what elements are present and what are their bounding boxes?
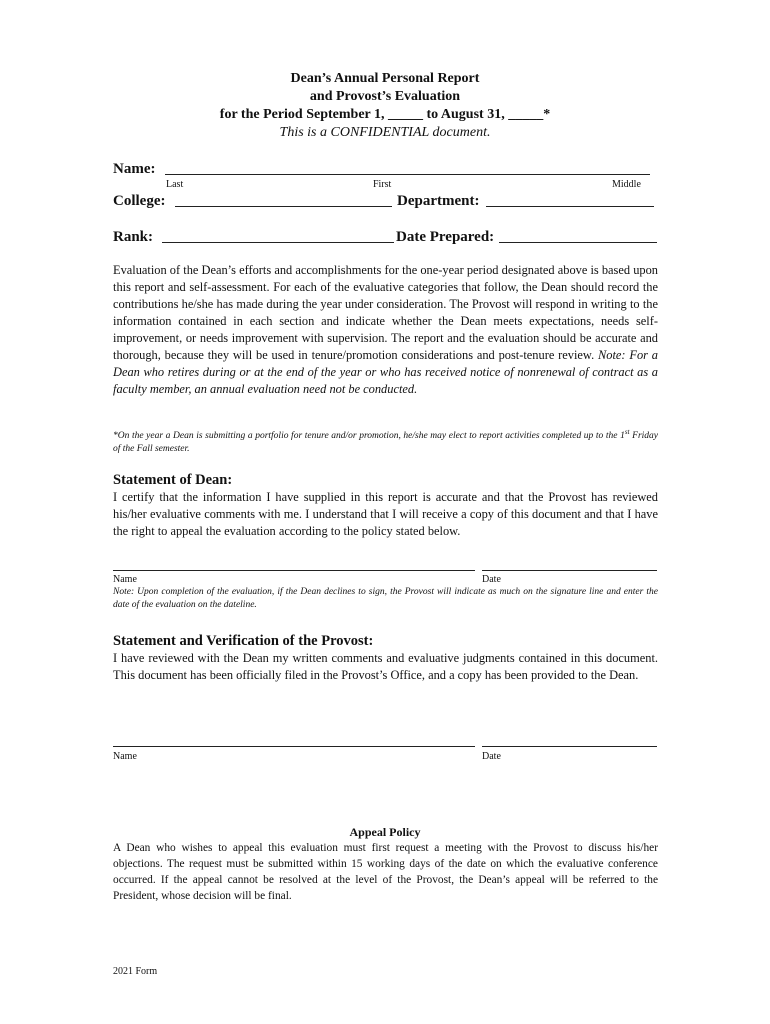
department-field[interactable] bbox=[486, 206, 654, 207]
report-subtitle: and Provost’s Evaluation bbox=[309, 89, 461, 104]
report-title: Dean’s Annual Personal Report bbox=[290, 71, 480, 86]
dean-date-line[interactable] bbox=[482, 570, 657, 571]
middle-name-caption: Middle bbox=[612, 179, 641, 190]
dean-signature-line[interactable] bbox=[113, 570, 475, 571]
name-field[interactable] bbox=[165, 174, 650, 175]
footnote-text: *On the year a Dean is submitting a portfolio for tenure and/or promotion, he/she may elect to report activities completed up to the 1 bbox=[113, 431, 625, 442]
dean-statement-text: I certify that the information I have supplied in this report is accurate and that the Provost has reviewed his/her evaluative comments with me. I understand that I will receive a copy of this document and that I have the right to appeal the evaluation according to the policy stated below. bbox=[113, 490, 658, 538]
period-footnote bbox=[113, 426, 658, 456]
dean-statement-heading: Statement of Dean: bbox=[113, 472, 233, 488]
provost-signature-caption: Name bbox=[113, 751, 137, 762]
college-field[interactable] bbox=[175, 206, 392, 207]
report-period: for the Period September 1, _____ to August 31, _____* bbox=[219, 107, 551, 122]
last-name-caption: Last bbox=[166, 179, 184, 190]
provost-date-caption: Date bbox=[482, 751, 501, 762]
date-prepared-field[interactable] bbox=[499, 242, 657, 243]
name-label: Name: bbox=[113, 161, 156, 177]
intro-text: Evaluation of the Dean’s efforts and accomplishments for the one-year period designated above is based upon this report and self-assessment. For each of the evaluative categories that follow, the Dean should record the contributions he/she has made during the year under consideration. The Provost will respond in writing to the information contained in each section and indicate whether the Dean meets expectations, needs self-improvement, or needs improvement with supervision. The report and the evaluation should be accurate and thorough, because they will be used in tenure/promotion considerations and post-tenure review. bbox=[113, 263, 658, 362]
rank-field[interactable] bbox=[162, 242, 394, 243]
intro-paragraph bbox=[113, 262, 658, 398]
appeal-policy-text: A Dean who wishes to appeal this evaluation must first request a meeting with the Provost to discuss his/her objections. The request must be submitted within 15 working days of the date on which the evaluative conference occurred. If the appeal cannot be resolved at the level of the Provost, the Dean’s appeal will be referred to the President, whose decision will be final. bbox=[113, 842, 658, 902]
department-label: Department: bbox=[397, 193, 480, 209]
intro-note: Note: For a Dean who retires during or at the end of the year or who has received notice of nonrenewal of contract as a faculty member, an annual evaluation need not be conducted. bbox=[113, 348, 658, 396]
provost-signature-line[interactable] bbox=[113, 746, 475, 747]
provost-statement-heading: Statement and Verification of the Provost: bbox=[113, 633, 374, 649]
provost-date-line[interactable] bbox=[482, 746, 657, 747]
dean-sign-note: Note: Upon completion of the evaluation, if the Dean declines to sign, the Provost will indicate as much on the signature line and enter the date of the evaluation on the dateline. bbox=[113, 587, 658, 610]
confidential-notice: This is a CONFIDENTIAL document. bbox=[279, 125, 491, 140]
footnote-text-end: Friday of the Fall semester. bbox=[113, 431, 658, 455]
rank-label: Rank: bbox=[113, 229, 154, 245]
dean-signature-caption: Name bbox=[113, 574, 137, 585]
appeal-policy-heading: Appeal Policy bbox=[349, 825, 421, 839]
dean-date-caption: Date bbox=[482, 574, 501, 585]
college-label: College: bbox=[113, 193, 166, 209]
form-year-label: 2021 Form bbox=[113, 966, 158, 977]
date-prepared-label: Date Prepared: bbox=[396, 229, 495, 245]
provost-statement-text: I have reviewed with the Dean my written comments and evaluative judgments contained in this document. This document has been officially filed in the Provost’s Office, and a copy has been provided to the Dean. bbox=[113, 651, 658, 682]
first-name-caption: First bbox=[373, 179, 392, 190]
footnote-superscript: st bbox=[624, 428, 630, 436]
